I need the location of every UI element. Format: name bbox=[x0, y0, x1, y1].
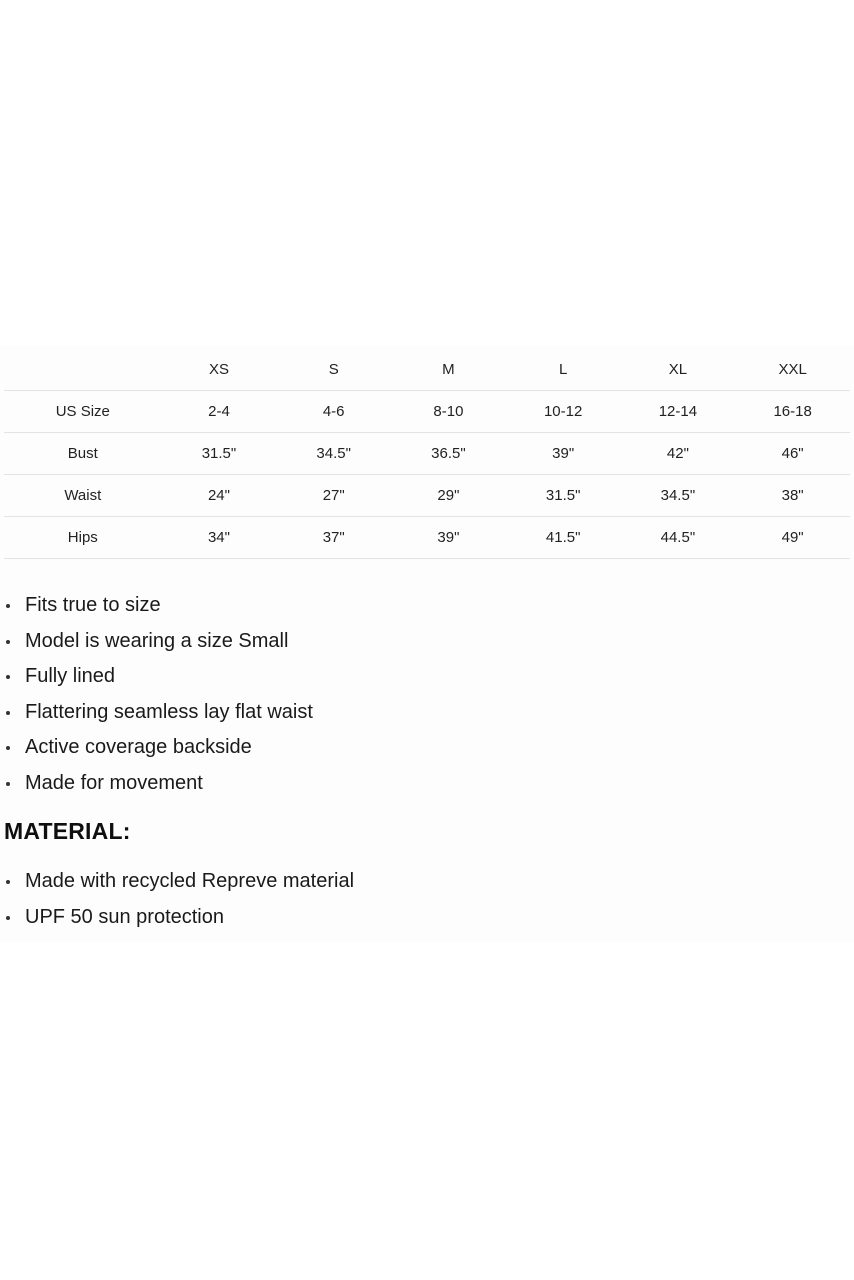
list-item-text: Model is wearing a size Small bbox=[25, 629, 289, 652]
header-cell-xs: XS bbox=[162, 349, 277, 391]
table-cell: 41.5" bbox=[506, 517, 621, 559]
table-cell: 39" bbox=[391, 517, 506, 559]
table-cell: 29" bbox=[391, 475, 506, 517]
bullet-icon bbox=[6, 782, 10, 786]
table-cell: 34" bbox=[162, 517, 277, 559]
list-item-text: Active coverage backside bbox=[25, 736, 252, 759]
bullet-icon bbox=[6, 640, 10, 644]
header-cell-empty bbox=[4, 349, 162, 391]
row-label: Bust bbox=[4, 433, 162, 475]
material-heading: MATERIAL: bbox=[4, 818, 131, 844]
header-cell-xxl: XXL bbox=[735, 349, 850, 391]
bullet-icon bbox=[6, 746, 10, 750]
table-row-hips bbox=[4, 517, 850, 559]
header-cell-xl: XL bbox=[621, 349, 736, 391]
header-cell-m: M bbox=[391, 349, 506, 391]
table-cell: 36.5" bbox=[391, 433, 506, 475]
table-cell: 24" bbox=[162, 475, 277, 517]
table-cell: 44.5" bbox=[621, 517, 736, 559]
table-cell: 12-14 bbox=[621, 391, 736, 433]
list-item-text: Made with recycled Repreve material bbox=[25, 870, 355, 892]
list-item bbox=[0, 695, 313, 731]
table-cell: 46" bbox=[735, 433, 850, 475]
bullet-icon bbox=[6, 604, 10, 608]
table-cell: 31.5" bbox=[506, 475, 621, 517]
list-item bbox=[0, 659, 313, 695]
table-cell: 34.5" bbox=[621, 475, 736, 517]
list-item bbox=[0, 766, 313, 802]
table-cell: 4-6 bbox=[276, 391, 391, 433]
header-cell-s: S bbox=[276, 349, 391, 391]
table-row-waist bbox=[4, 475, 850, 517]
table-cell: 49" bbox=[735, 517, 850, 559]
list-item bbox=[0, 864, 354, 900]
list-item bbox=[0, 624, 313, 660]
table-cell: 37" bbox=[276, 517, 391, 559]
list-item-text: UPF 50 sun protection bbox=[25, 905, 224, 928]
table-row-bust bbox=[4, 433, 850, 475]
table-row-us-size bbox=[4, 391, 850, 433]
list-item bbox=[0, 730, 313, 766]
size-chart-table bbox=[4, 349, 850, 559]
bullet-icon bbox=[6, 916, 10, 920]
list-item-text: Fully lined bbox=[25, 665, 116, 688]
bullet-icon bbox=[6, 880, 10, 884]
table-cell: 10-12 bbox=[506, 391, 621, 433]
row-label: US Size bbox=[4, 391, 162, 433]
material-list bbox=[0, 864, 354, 935]
list-item-text: Flattering seamless lay flat waist bbox=[25, 700, 313, 723]
bullet-icon bbox=[6, 711, 10, 715]
list-item bbox=[0, 900, 354, 936]
row-label: Waist bbox=[4, 475, 162, 517]
table-cell: 39" bbox=[506, 433, 621, 475]
size-chart-header-row bbox=[4, 349, 850, 391]
features-list bbox=[0, 588, 313, 802]
table-cell: 34.5" bbox=[276, 433, 391, 475]
table-cell: 16-18 bbox=[735, 391, 850, 433]
header-cell-l: L bbox=[506, 349, 621, 391]
list-item bbox=[0, 588, 313, 624]
table-cell: 42" bbox=[621, 433, 736, 475]
table-cell: 8-10 bbox=[391, 391, 506, 433]
bullet-icon bbox=[6, 675, 10, 679]
list-item-text: Fits true to size bbox=[25, 594, 161, 616]
row-label: Hips bbox=[4, 517, 162, 559]
table-cell: 38" bbox=[735, 475, 850, 517]
product-details bbox=[0, 346, 854, 942]
table-cell: 2-4 bbox=[162, 391, 277, 433]
table-cell: 31.5" bbox=[162, 433, 277, 475]
list-item-text: Made for movement bbox=[25, 771, 203, 794]
table-cell: 27" bbox=[276, 475, 391, 517]
